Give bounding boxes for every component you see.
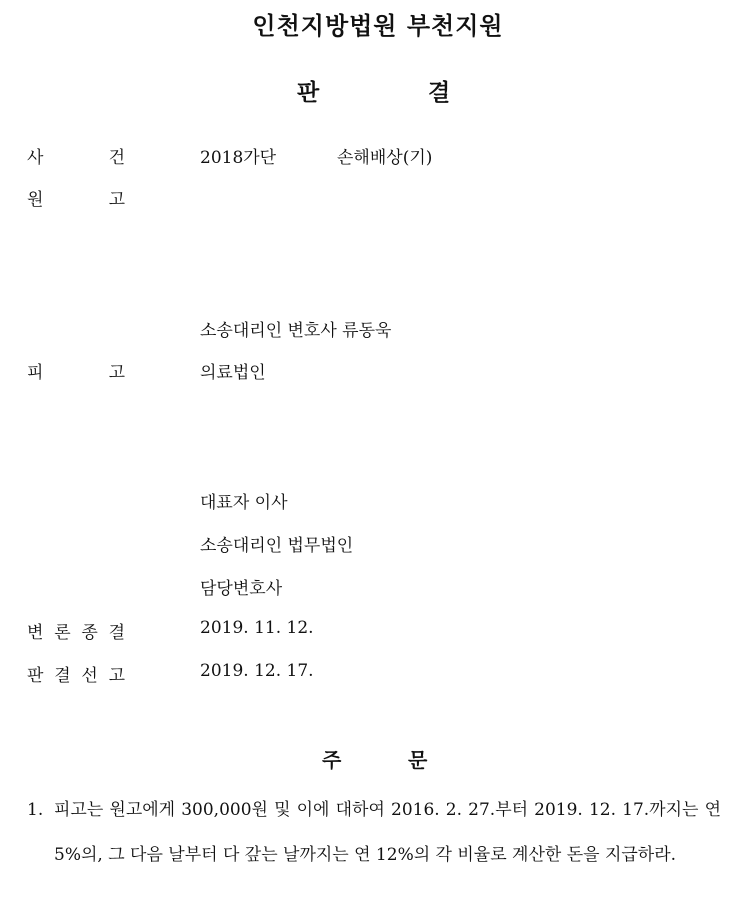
order-item-1 [27, 788, 721, 878]
label-char: 고 [108, 363, 125, 383]
defendant-lawyer: 담당변호사 [200, 579, 283, 599]
title-char-1: 판 [297, 80, 320, 106]
court-name: 인천지방법원 부천지원 [252, 12, 504, 40]
ruling-date: 2019. 12. 17. [200, 661, 314, 681]
defendant-row [0, 358, 756, 382]
defendant-lawyer-row [0, 574, 756, 598]
ruling-label [27, 661, 125, 686]
label-char: 선 [81, 666, 98, 686]
plaintiff-row [0, 185, 756, 209]
defendant-attorney: 소송대리인 법무법인 [200, 536, 354, 556]
label-char: 결 [108, 623, 125, 643]
label-char: 원 [27, 190, 44, 210]
plaintiff-attorney-row [0, 316, 756, 340]
order-item-text: 피고는 원고에게 300,000원 및 이에 대하여 2016. 2. 27.부터 2019. 12. 17.까지는 연 5%의, 그 다음 날부터 다 갚는 날까지는 연 12%의 각 비율로 계산한 돈을 지급하라. [54, 800, 721, 865]
order-heading-char-1: 주 [322, 748, 342, 772]
plaintiff-attorney: 소송대리인 변호사 류동욱 [200, 321, 392, 341]
plaintiff-label [27, 185, 125, 210]
order-heading-char-2: 문 [408, 748, 428, 772]
defendant-label [27, 358, 125, 383]
label-char: 결 [54, 666, 71, 686]
ruling-row [0, 661, 756, 685]
closing-row [0, 618, 756, 642]
label-char: 고 [108, 666, 125, 686]
defendant-representative-row [0, 488, 756, 512]
closing-date: 2019. 11. 12. [200, 618, 314, 638]
order-item-number: 1. [27, 800, 44, 820]
label-char: 변 [27, 623, 44, 643]
case-label [27, 143, 125, 168]
label-char: 판 [27, 666, 44, 686]
label-char: 사 [27, 148, 44, 168]
label-char: 고 [108, 190, 125, 210]
label-char: 론 [54, 623, 71, 643]
title-char-2: 결 [428, 80, 451, 106]
case-name: 손해배상(기) [337, 148, 433, 168]
closing-label [27, 618, 125, 643]
defendant-name: 의료법인 [200, 363, 266, 383]
defendant-representative: 대표자 이사 [200, 493, 288, 513]
case-row [0, 143, 756, 167]
defendant-attorney-row [0, 531, 756, 555]
case-number: 2018가단 [200, 148, 277, 168]
label-char: 건 [108, 148, 125, 168]
label-char: 피 [27, 363, 44, 383]
label-char: 종 [81, 623, 98, 643]
